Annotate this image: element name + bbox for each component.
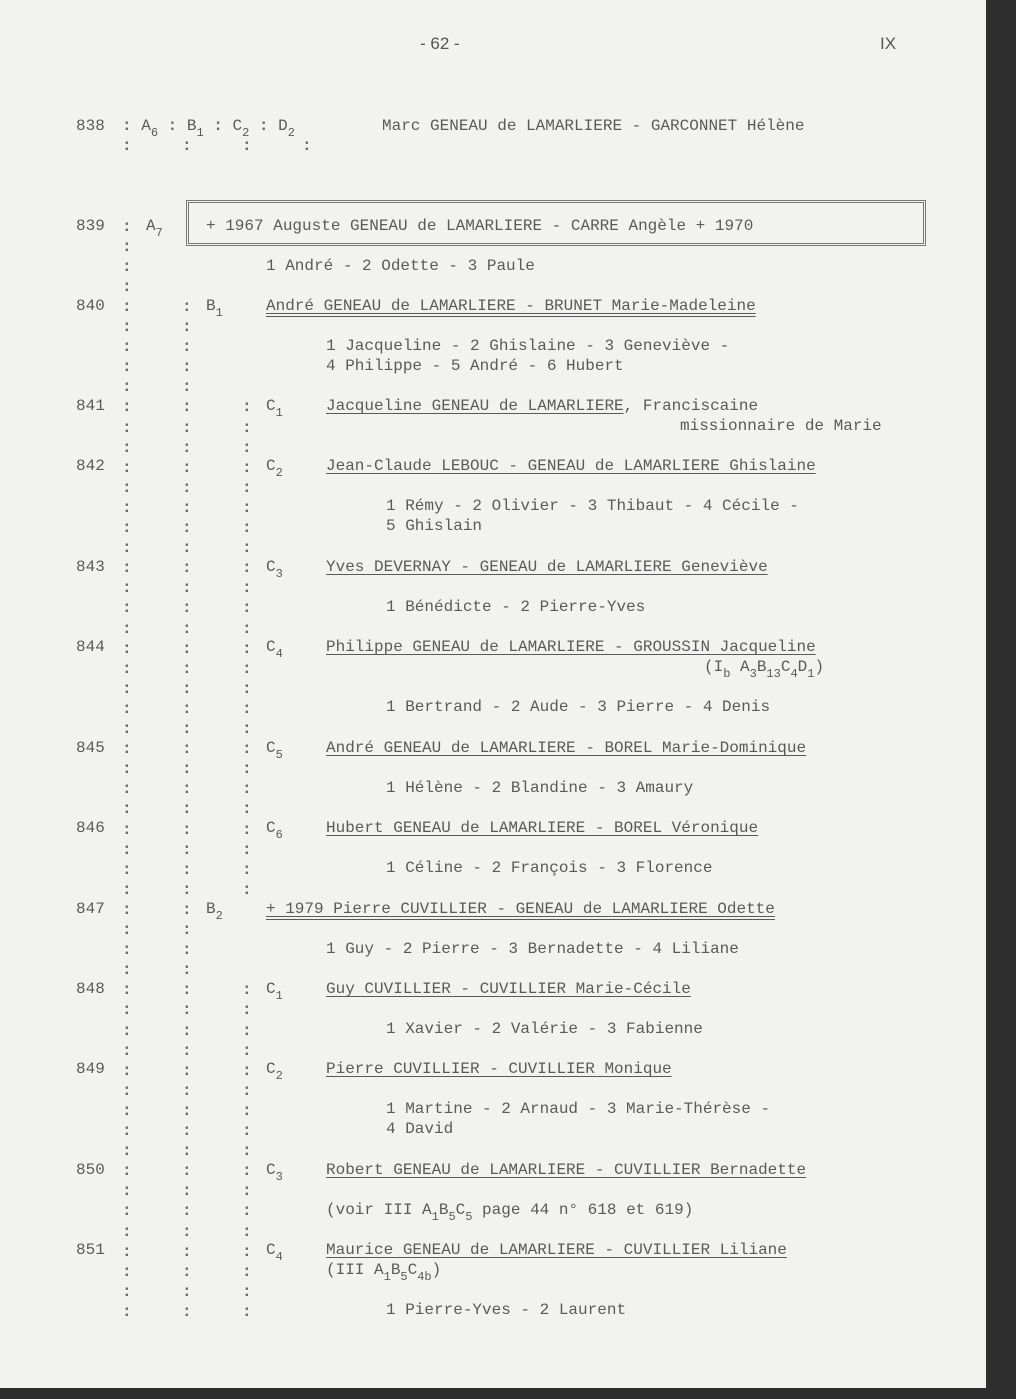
generation-level: $C_4$ [266, 638, 283, 661]
colon-guide: : [182, 539, 192, 558]
colon-guide: : [302, 137, 312, 156]
entry-title: André GENEAU de LAMARLIERE - BOREL Marie-Dominique [326, 739, 807, 757]
colon-guide: : [242, 619, 252, 638]
children-list: 1 Bertrand - 2 Aude - 3 Pierre - 4 Denis [386, 698, 771, 716]
colon-guide: : [122, 257, 132, 276]
colon-guide: : [182, 1001, 192, 1020]
cross-reference: (III $A_1B_5C_{4b}$) [326, 1261, 442, 1284]
colon-guide: : [182, 900, 192, 919]
entry-number: 844 [76, 638, 105, 656]
colon-guide: : [242, 418, 252, 437]
colon-guide: : [242, 840, 252, 859]
colon-guide: : [122, 1061, 132, 1080]
colon-guide: : [182, 1101, 192, 1120]
colon-guide: : [242, 679, 252, 698]
children-list: 5 Ghislain [386, 517, 483, 535]
cross-reference: ($I_b$ $A_3B_{13}C_4D_1$) [704, 658, 825, 681]
colon-guide: : [122, 639, 132, 658]
colon-guide: : [122, 1122, 132, 1140]
colon-guide: : [122, 619, 132, 638]
colon-guide: : [122, 599, 132, 618]
colon-guide: : [242, 1021, 252, 1040]
cross-reference-note: (voir III $A_1B_5C_5$ page 44 n° 618 et 619) [326, 1201, 694, 1224]
colon-guide: : [122, 740, 132, 759]
colon-guide: : [242, 1001, 252, 1020]
colon-guide: : [122, 1262, 132, 1281]
colon-guide: : [242, 1081, 252, 1100]
entry-title: Jacqueline GENEAU de LAMARLIERE, Franciscaine [326, 397, 759, 415]
entry-title-continued: missionnaire de Marie [680, 417, 882, 435]
colon-guide: : [182, 760, 192, 779]
colon-guide: : [122, 1101, 132, 1120]
entry-title: André GENEAU de LAMARLIERE - BRUNET Marie-Madeleine [266, 297, 756, 315]
entry-title: Marc GENEAU de LAMARLIERE - GARCONNET Hélène [382, 117, 805, 135]
colon-guide: : [122, 1081, 132, 1100]
colon-guide: : [122, 1242, 132, 1261]
colon-guide: : [182, 519, 192, 537]
colon-guide: : [182, 559, 192, 578]
colon-guide: : [182, 1242, 192, 1261]
colon-guide: : [242, 1041, 252, 1060]
colon-guide: : [122, 880, 132, 899]
entry-number: 838 [76, 117, 105, 135]
entry-number: 841 [76, 397, 105, 415]
colon-guide: : [122, 519, 132, 537]
children-list: 1 Céline - 2 François - 3 Florence [386, 859, 713, 877]
colon-guide: : [182, 137, 192, 156]
entry-number: 845 [76, 739, 105, 757]
colon-guide: : [122, 1302, 132, 1321]
entry-number: 849 [76, 1060, 105, 1078]
entry-number: 851 [76, 1241, 105, 1259]
colon-guide: : [122, 579, 132, 598]
children-list: 1 Martine - 2 Arnaud - 3 Marie-Thérèse - [386, 1100, 771, 1118]
colon-guide: : [122, 559, 132, 578]
colon-guide: : [182, 619, 192, 638]
colon-guide: : [122, 137, 132, 156]
colon-guide: : [182, 297, 192, 316]
colon-guide: : [242, 800, 252, 819]
colon-guide: : [182, 338, 192, 357]
colon-guide: : [182, 780, 192, 799]
colon-guide: : [182, 860, 192, 879]
colon-guide: : [122, 720, 132, 738]
colon-guide: : [122, 237, 132, 256]
colon-guide: : [182, 800, 192, 819]
colon-guide: : [242, 760, 252, 779]
entry-title: Jean-Claude LEBOUC - GENEAU de LAMARLIERE Ghislaine [326, 457, 816, 475]
colon-guide: : [182, 579, 192, 598]
entry-number: 850 [76, 1161, 105, 1179]
children-list: 1 Pierre-Yves - 2 Laurent [386, 1301, 627, 1319]
colon-guide: : [242, 1142, 252, 1161]
colon-guide: : [182, 1142, 192, 1161]
generation-path: : $A_6$ : $B_1$ : $C_2$ : $D_2$ [122, 117, 295, 140]
children-list: 1 Hélène - 2 Blandine - 3 Amaury [386, 779, 694, 797]
colon-guide: : [122, 358, 132, 377]
colon-guide: : [122, 900, 132, 919]
colon-guide: : [242, 1122, 252, 1140]
colon-guide: : [242, 539, 252, 558]
entry-number: 843 [76, 558, 105, 576]
colon-guide: : [242, 478, 252, 497]
colon-guide: : [182, 679, 192, 698]
colon-guide: : [242, 1222, 252, 1241]
generation-level: $C_6$ [266, 819, 283, 842]
colon-guide: : [182, 1202, 192, 1221]
generation-level: $C_2$ [266, 1060, 283, 1083]
colon-guide: : [122, 378, 132, 397]
generation-level: $C_2$ [266, 457, 283, 480]
colon-guide: : [242, 639, 252, 658]
colon-guide: : [242, 820, 252, 839]
colon-guide: : [182, 1302, 192, 1321]
colon-guide: : [242, 720, 252, 738]
colon-guide: : [122, 438, 132, 457]
colon-guide: : [182, 1061, 192, 1080]
children-list: 1 Guy - 2 Pierre - 3 Bernadette - 4 Liliane [326, 940, 739, 958]
colon-guide: : [182, 659, 192, 678]
entry-number: 839 [76, 217, 105, 235]
section-number: IX [880, 34, 897, 53]
generation-level: $B_2$ [206, 900, 223, 923]
colon-guide: : [122, 840, 132, 859]
colon-guide: : [182, 1182, 192, 1201]
entry-title: Robert GENEAU de LAMARLIERE - CUVILLIER Bernadette [326, 1161, 807, 1179]
entry-title: Yves DEVERNAY - GENEAU de LAMARLIERE Geneviève [326, 558, 768, 576]
colon-guide: : [122, 1001, 132, 1020]
page-number: - 62 - [420, 34, 460, 53]
colon-guide: : [122, 458, 132, 477]
colon-guide: : [122, 277, 132, 296]
colon-guide: : [242, 498, 252, 517]
colon-guide: : [182, 1262, 192, 1281]
colon-guide: : [242, 1262, 252, 1281]
colon-guide: : [242, 398, 252, 417]
colon-guide: : [122, 1182, 132, 1201]
colon-guide: : [182, 880, 192, 899]
children-list: 1 Bénédicte - 2 Pierre-Yves [386, 598, 646, 616]
generation-level: $C_1$ [266, 980, 283, 1003]
colon-guide: : [122, 941, 132, 960]
colon-guide: : [242, 438, 252, 457]
colon-guide: : [242, 137, 252, 156]
colon-guide: : [122, 659, 132, 678]
colon-guide: : [242, 1101, 252, 1120]
generation-level: $C_3$ [266, 1161, 283, 1184]
colon-guide: : [182, 599, 192, 618]
colon-guide: : [242, 599, 252, 618]
colon-guide: : [182, 1021, 192, 1040]
colon-guide: : [242, 559, 252, 578]
colon-guide: : [122, 338, 132, 357]
entry-number: 840 [76, 297, 105, 315]
colon-guide: : [182, 921, 192, 939]
entry-number: 842 [76, 457, 105, 475]
entry-title: Guy CUVILLIER - CUVILLIER Marie-Cécile [326, 980, 691, 998]
colon-guide: : [122, 820, 132, 839]
colon-guide: : [182, 1162, 192, 1181]
entry-title: Philippe GENEAU de LAMARLIERE - GROUSSIN Jacqueline [326, 638, 816, 656]
colon-guide: : [182, 418, 192, 437]
colon-guide: : [122, 760, 132, 779]
colon-guide: : [242, 1061, 252, 1080]
colon-guide: : [242, 1302, 252, 1321]
generation-level: $C_5$ [266, 739, 283, 762]
colon-guide: : [182, 438, 192, 457]
colon-guide: : [122, 1282, 132, 1301]
colon-guide: : [182, 639, 192, 658]
children-list: 4 David [386, 1120, 454, 1138]
colon-guide: : [122, 217, 132, 236]
generation-level: $C_3$ [266, 558, 283, 581]
colon-guide: : [182, 1081, 192, 1100]
colon-guide: : [122, 1142, 132, 1161]
colon-guide: : [242, 579, 252, 598]
colon-guide: : [242, 1202, 252, 1221]
entry-number: 847 [76, 900, 105, 918]
colon-guide: : [182, 961, 192, 980]
colon-guide: : [182, 820, 192, 839]
colon-guide: : [242, 1162, 252, 1181]
colon-guide: : [182, 398, 192, 417]
children-list: 1 Jacqueline - 2 Ghislaine - 3 Geneviève - [326, 337, 730, 355]
entry-title: Maurice GENEAU de LAMARLIERE - CUVILLIER Liliane [326, 1241, 787, 1259]
colon-guide: : [182, 1222, 192, 1241]
colon-guide: : [242, 981, 252, 1000]
colon-guide: : [182, 699, 192, 718]
children-list: 1 Rémy - 2 Olivier - 3 Thibaut - 4 Cécile - [386, 497, 799, 515]
colon-guide: : [122, 860, 132, 879]
generation-level: $A_7$ [146, 217, 163, 240]
colon-guide: : [122, 961, 132, 980]
colon-guide: : [122, 800, 132, 819]
colon-guide: : [122, 1202, 132, 1221]
colon-guide: : [122, 297, 132, 316]
colon-guide: : [242, 860, 252, 879]
generation-level: $B_1$ [206, 297, 223, 320]
colon-guide: : [182, 840, 192, 859]
entry-number: 846 [76, 819, 105, 837]
colon-guide: : [182, 378, 192, 397]
colon-guide: : [122, 1222, 132, 1241]
colon-guide: : [122, 699, 132, 718]
colon-guide: : [182, 498, 192, 517]
colon-guide: : [122, 981, 132, 1000]
colon-guide: : [122, 1162, 132, 1181]
entry-title: + 1967 Auguste GENEAU de LAMARLIERE - CARRE Angèle + 1970 [206, 217, 754, 235]
generation-level: $C_4$ [266, 1241, 283, 1264]
colon-guide: : [122, 478, 132, 497]
colon-guide: : [242, 659, 252, 678]
colon-guide: : [242, 1182, 252, 1201]
colon-guide: : [182, 941, 192, 960]
colon-guide: : [122, 780, 132, 799]
colon-guide: : [242, 458, 252, 477]
colon-guide: : [242, 1282, 252, 1301]
colon-guide: : [122, 418, 132, 437]
colon-guide: : [122, 1041, 132, 1060]
colon-guide: : [122, 498, 132, 517]
colon-guide: : [242, 740, 252, 759]
colon-guide: : [122, 539, 132, 558]
colon-guide: : [242, 880, 252, 899]
colon-guide: : [182, 478, 192, 497]
colon-guide: : [182, 1122, 192, 1140]
entry-title: Pierre CUVILLIER - CUVILLIER Monique [326, 1060, 672, 1078]
children-list: 4 Philippe - 5 André - 6 Hubert [326, 357, 624, 375]
colon-guide: : [182, 1282, 192, 1301]
generation-level: $C_1$ [266, 397, 283, 420]
colon-guide: : [242, 519, 252, 537]
colon-guide: : [242, 699, 252, 718]
colon-guide: : [182, 1041, 192, 1060]
colon-guide: : [182, 720, 192, 738]
children-list: 1 Xavier - 2 Valérie - 3 Fabienne [386, 1020, 703, 1038]
colon-guide: : [122, 1021, 132, 1040]
colon-guide: : [182, 740, 192, 759]
colon-guide: : [182, 358, 192, 377]
colon-guide: : [242, 1242, 252, 1261]
colon-guide: : [182, 318, 192, 336]
colon-guide: : [122, 921, 132, 939]
entry-title: Hubert GENEAU de LAMARLIERE - BOREL Véronique [326, 819, 759, 837]
colon-guide: : [242, 780, 252, 799]
colon-guide: : [122, 398, 132, 417]
colon-guide: : [122, 318, 132, 336]
entry-number: 848 [76, 980, 105, 998]
colon-guide: : [122, 679, 132, 698]
entry-title: + 1979 Pierre CUVILLIER - GENEAU de LAMARLIERE Odette [266, 900, 775, 918]
children-list: 1 André - 2 Odette - 3 Paule [266, 257, 535, 275]
colon-guide: : [182, 981, 192, 1000]
colon-guide: : [182, 458, 192, 477]
